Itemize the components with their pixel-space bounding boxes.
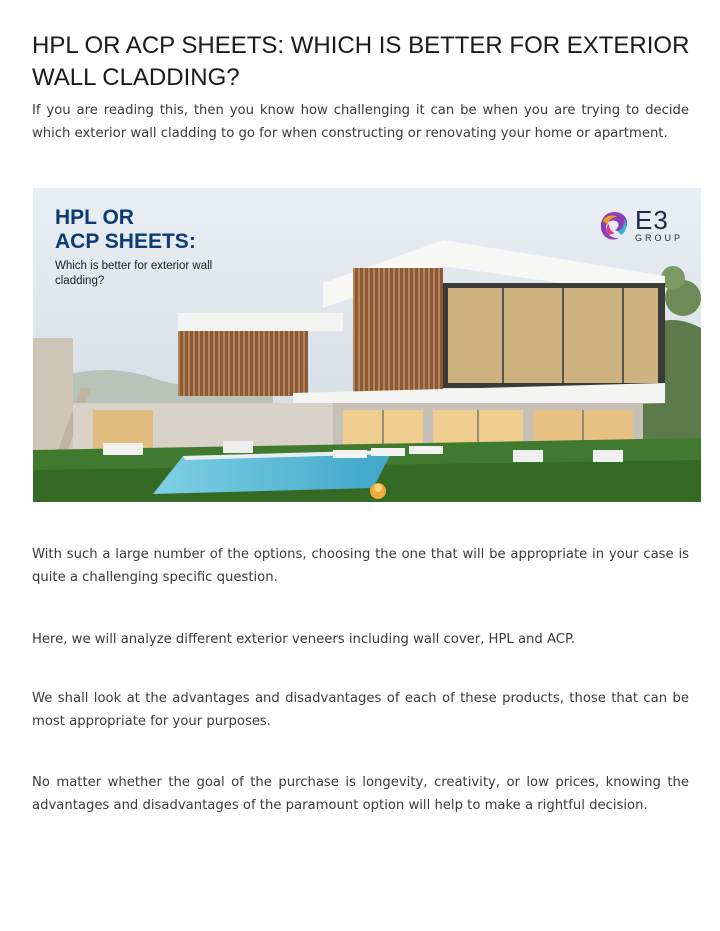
banner-heading-line2: ACP SHEETS: [55,230,196,253]
banner-subheading: Which is better for exterior wall cladding? [55,260,213,287]
hero-banner [55,206,235,289]
brand-logo [597,205,683,244]
body-paragraph-1: With such a large number of the options, choosing the one that will be appropriate in your case is quite a challenging specific question. [32,547,689,585]
logo-text [634,205,683,244]
hero-image [33,188,701,502]
intro-paragraph: If you are reading this, then you know how challenging it can be when you are trying to decide which exterior wall cladding to go for when constructing or renovating your home or apartment. [32,103,689,141]
body-paragraph-4: No matter whether the goal of the purchase is longevity, creativity, or low prices, knowing the advantages and disadvantages of the paramount option will help to make a rightful decision. [32,775,689,813]
article-title: HPL OR ACP SHEETS: WHICH IS BETTER FOR EXTERIOR WALL CLADDING? [32,32,690,91]
logo-sub-text: GROUP [634,233,683,243]
body-paragraph-3: We shall look at the advantages and disadvantages of each of these products, those that can be most appropriate for your purposes. [32,691,689,729]
body-paragraph-2: Here, we will analyze different exterior veneers including wall cover, HPL and ACP. [32,632,576,647]
banner-heading-line1: HPL OR [55,206,134,229]
logo-main-text: E3 [634,205,669,235]
e3-swirl-icon [597,209,631,243]
